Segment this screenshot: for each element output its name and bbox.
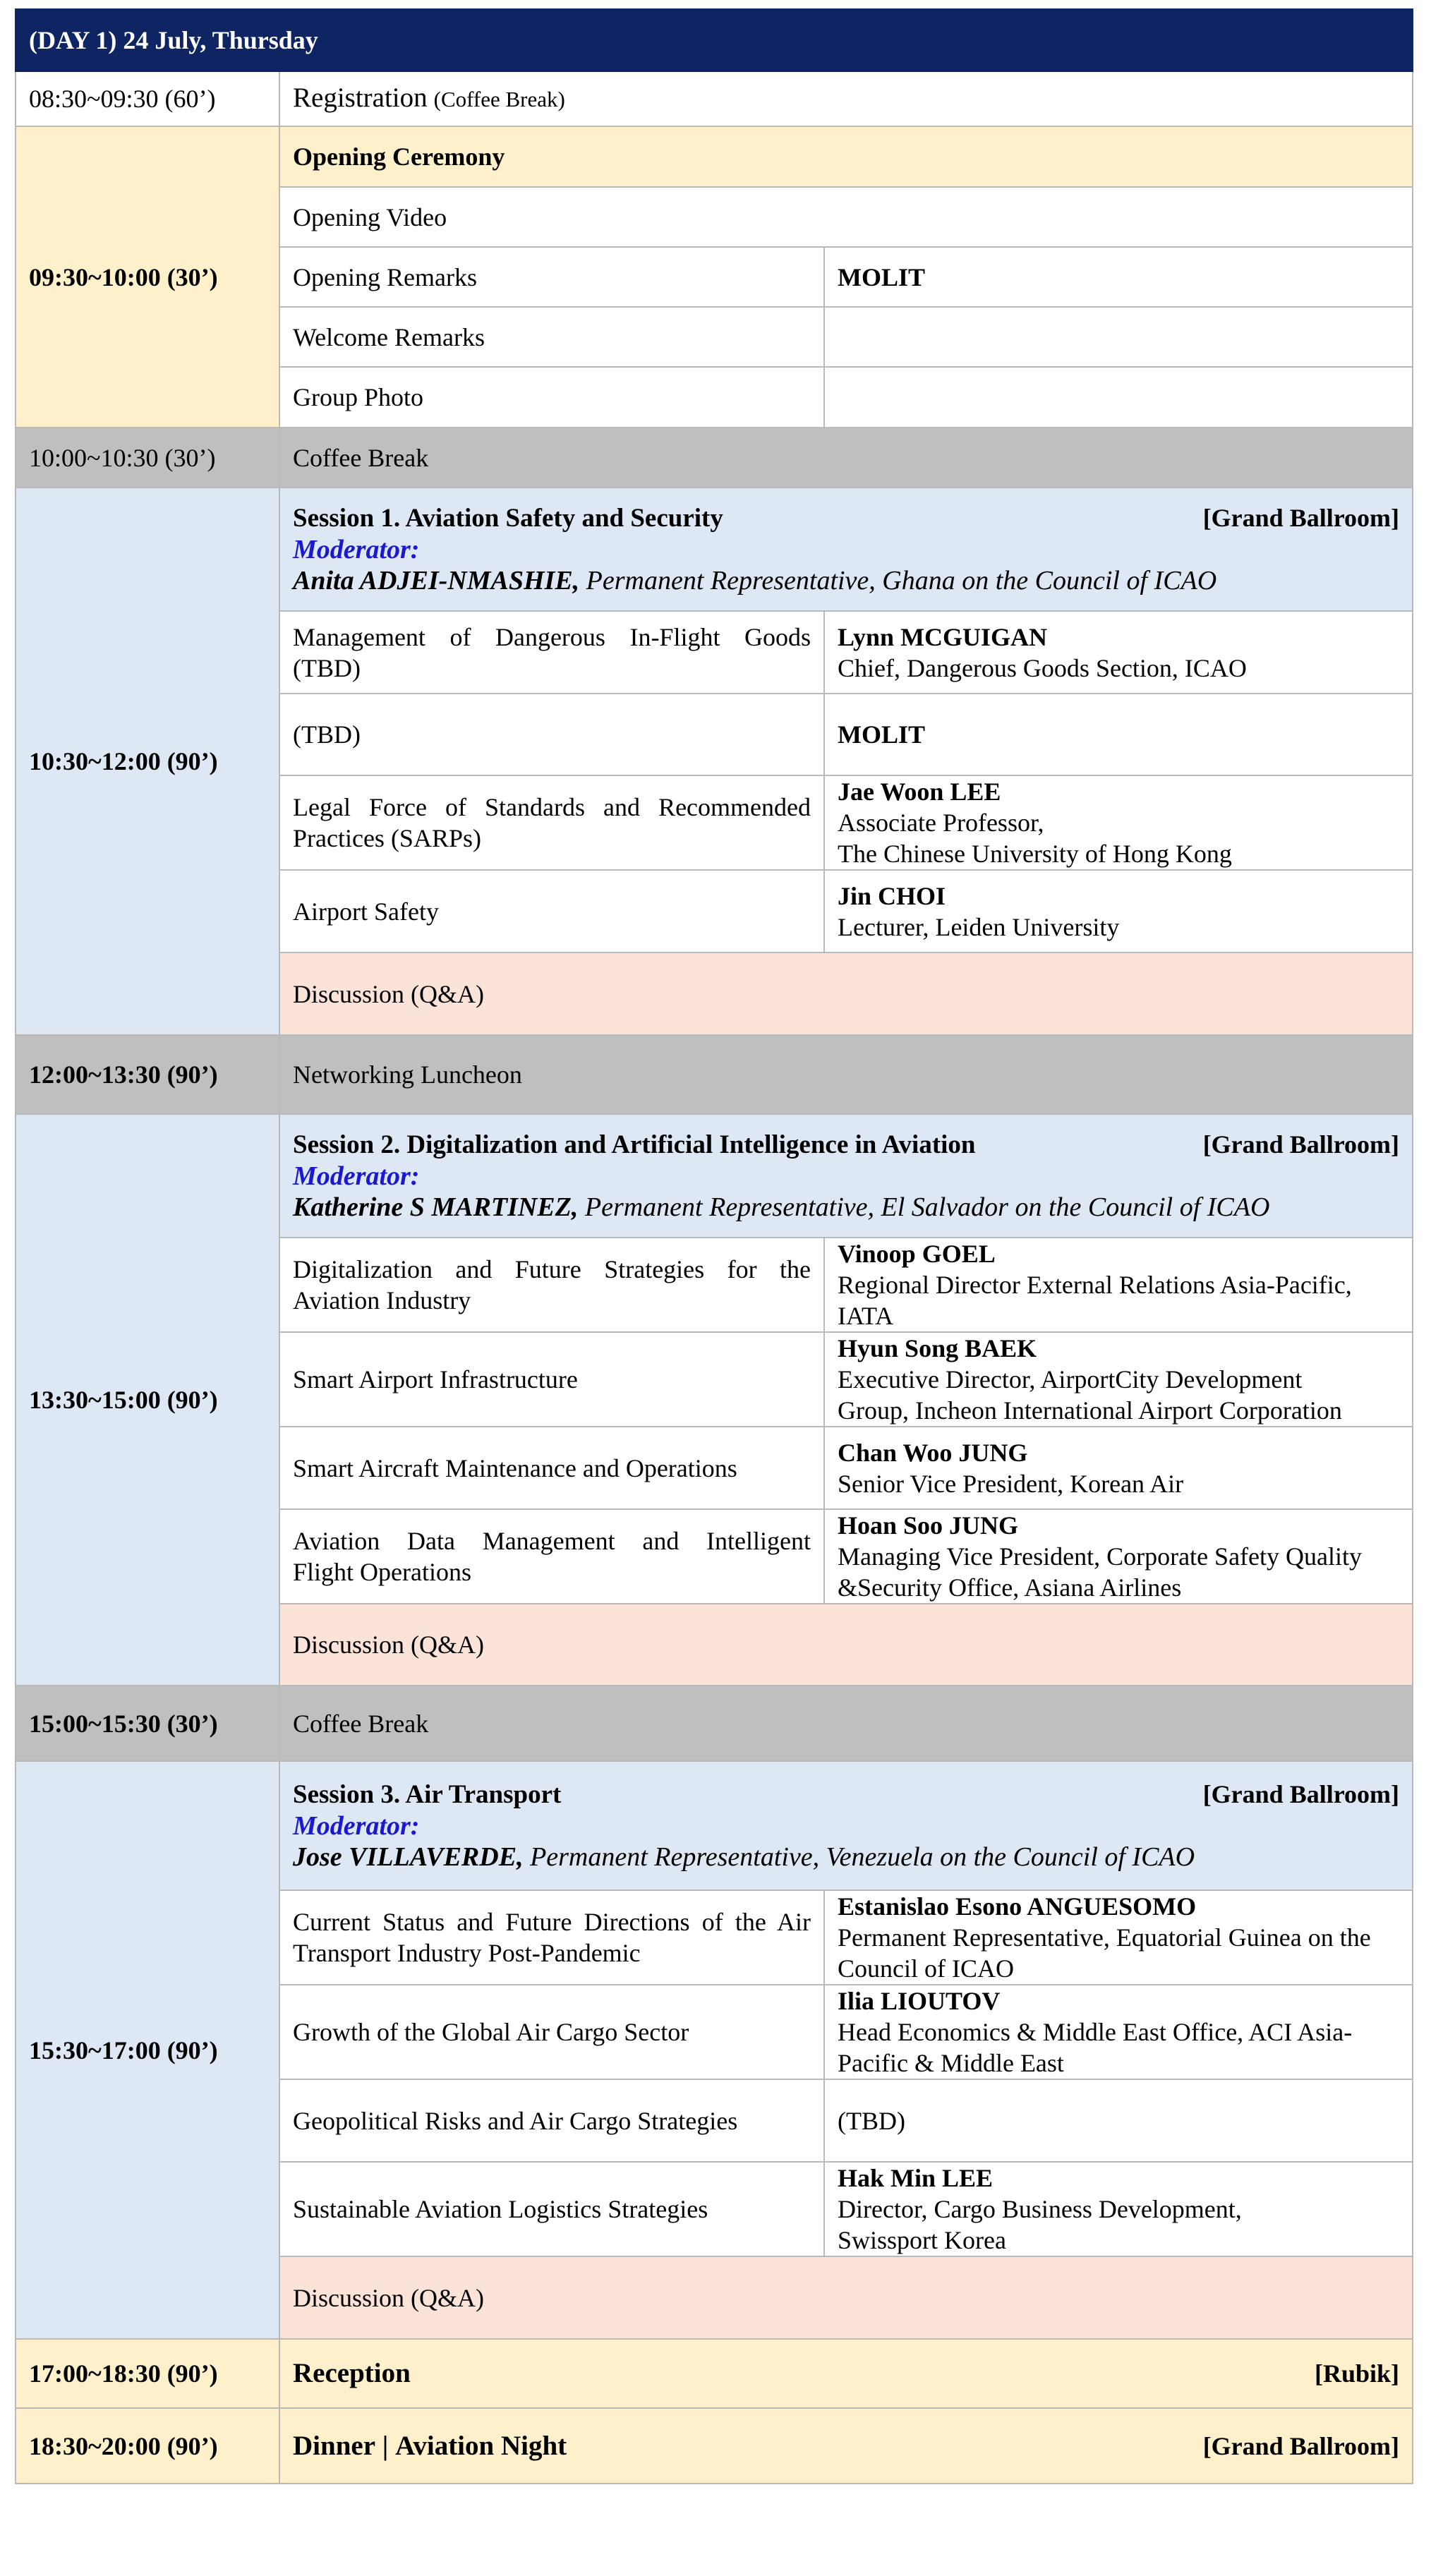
speaker-name: Jin CHOI [838, 881, 946, 910]
speaker-name: Jae Woon LEE [838, 778, 1001, 806]
moderator-name: Anita ADJEI-NMASHIE, [293, 566, 580, 595]
session3-header [279, 1761, 1413, 1890]
session1-time: 10:30~12:00 (90’) [16, 488, 279, 1035]
discussion-label: Discussion (Q&A) [279, 1604, 1413, 1686]
registration-label: Registration [293, 83, 428, 113]
talk-topic: Airport Safety [279, 870, 824, 953]
session2-room: [Grand Ballroom] [1202, 1130, 1400, 1159]
opening-item-speaker [824, 367, 1413, 428]
moderator-title: Permanent Representative, Ghana on the Council of ICAO [579, 566, 1217, 595]
session1-header [279, 488, 1413, 611]
moderator-name: Katherine S MARTINEZ, [293, 1192, 579, 1222]
reception-cell [279, 2339, 1413, 2408]
session3-title: Session 3. Air Transport [293, 1780, 562, 1809]
discussion-label: Discussion (Q&A) [279, 953, 1413, 1035]
talk-topic: Aviation Data Management and Intelligent Flight Operations [279, 1509, 824, 1604]
discussion-label: Discussion (Q&A) [279, 2256, 1413, 2339]
speaker-name: Vinoop GOEL [838, 1240, 996, 1268]
speaker-name: Hak Min LEE [838, 2164, 994, 2192]
lunch-label: Networking Luncheon [279, 1035, 1413, 1114]
session1-room: [Grand Ballroom] [1202, 504, 1400, 532]
talk-speaker [824, 611, 1413, 694]
session2-time: 13:30~15:00 (90’) [16, 1114, 279, 1686]
day-header-row [16, 9, 1413, 71]
session3-room: [Grand Ballroom] [1202, 1780, 1400, 1808]
speaker-title: Chief, Dangerous Goods Section, ICAO [838, 653, 1247, 682]
session2-header [279, 1114, 1413, 1238]
opening-title-row [16, 126, 1413, 187]
registration-time: 08:30~09:30 (60’) [16, 71, 279, 126]
lunch-row [16, 1035, 1413, 1114]
talk-speaker: Vinoop GOEL Regional Director External Relations Asia-Pacific, IATA [824, 1238, 1413, 1332]
session3-time: 15:30~17:00 (90’) [16, 1761, 279, 2339]
talk-speaker: Chan Woo JUNG Senior Vice President, Korean Air [824, 1427, 1413, 1509]
registration-cell [279, 71, 1413, 126]
schedule-table [15, 8, 1413, 2484]
talk-topic: Geopolitical Risks and Air Cargo Strategies [279, 2079, 824, 2162]
speaker-title: (TBD) [824, 2079, 1413, 2162]
registration-sub: (Coffee Break) [433, 87, 565, 111]
speaker-name: Chan Woo JUNG [838, 1438, 1028, 1467]
reception-row [16, 2339, 1413, 2408]
break-time: 10:00~10:30 (30’) [16, 428, 279, 488]
opening-item-label: Opening Remarks [279, 247, 824, 307]
talk-speaker: Ilia LIOUTOV Head Economics & Middle East Office, ACI Asia- Pacific & Middle East [824, 1985, 1413, 2079]
talk-topic: Growth of the Global Air Cargo Sector [279, 1985, 824, 2079]
dinner-row [16, 2408, 1413, 2484]
speaker-name: Hyun Song BAEK [838, 1334, 1037, 1362]
talk-topic: Legal Force of Standards and Recommended Practices (SARPs) [279, 775, 824, 870]
moderator-title: Permanent Representative, El Salvador on the Council of ICAO [578, 1192, 1270, 1222]
talk-speaker: Jin CHOI Lecturer, Leiden University [824, 870, 1413, 953]
opening-item-speaker [824, 307, 1413, 367]
reception-time: 17:00~18:30 (90’) [16, 2339, 279, 2408]
session1-title: Session 1. Aviation Safety and Security [293, 504, 723, 533]
speaker-name: Estanislao Esono ANGUESOMO [838, 1892, 1197, 1921]
talk-topic: Smart Aircraft Maintenance and Operations [279, 1427, 824, 1509]
talk-speaker: Jae Woon LEE Associate Professor, The Chinese University of Hong Kong [824, 775, 1413, 870]
reception-label: Reception [293, 2358, 411, 2388]
dinner-label: Dinner | Aviation Night [293, 2430, 567, 2461]
moderator-label: Moderator: [293, 535, 420, 564]
moderator-label: Moderator: [293, 1161, 420, 1191]
break-label: Coffee Break [279, 1686, 1413, 1761]
break-label: Coffee Break [279, 428, 1413, 488]
talk-speaker: Hak Min LEE Director, Cargo Business Development, Swissport Korea [824, 2162, 1413, 2256]
opening-time: 09:30~10:00 (30’) [16, 126, 279, 428]
opening-item-label: Opening Video [279, 187, 1413, 247]
day-header: (DAY 1) 24 July, Thursday [16, 9, 1413, 71]
talk-speaker: Hyun Song BAEK Executive Director, AirportCity Development Group, Incheon International Airport Corporation [824, 1332, 1413, 1427]
session3-header-row [16, 1761, 1413, 1890]
talk-topic: (TBD) [279, 694, 824, 775]
session2-title: Session 2. Digitalization and Artificial Intelligence in Aviation [293, 1130, 976, 1159]
talk-topic: Smart Airport Infrastructure [279, 1332, 824, 1427]
speaker-name: Ilia LIOUTOV [838, 1987, 1001, 2015]
break-row [16, 428, 1413, 488]
talk-topic: Current Status and Future Directions of the Air Transport Industry Post-Pandemic [279, 1890, 824, 1985]
break-row [16, 1686, 1413, 1761]
dinner-room: [Grand Ballroom] [1202, 2431, 1400, 2460]
dinner-cell [279, 2408, 1413, 2484]
opening-item-speaker: MOLIT [824, 247, 1413, 307]
lunch-time: 12:00~13:30 (90’) [16, 1035, 279, 1114]
reception-room: [Rubik] [1314, 2359, 1400, 2388]
speaker-name: MOLIT [824, 694, 1413, 775]
session1-header-row [16, 488, 1413, 611]
speaker-name: Lynn MCGUIGAN [838, 622, 1048, 651]
talk-topic: Digitalization and Future Strategies for the Aviation Industry [279, 1238, 824, 1332]
dinner-time: 18:30~20:00 (90’) [16, 2408, 279, 2484]
opening-item-label: Welcome Remarks [279, 307, 824, 367]
session2-header-row [16, 1114, 1413, 1238]
moderator-label: Moderator: [293, 1811, 420, 1841]
speaker-name: Hoan Soo JUNG [838, 1511, 1019, 1540]
break-time: 15:00~15:30 (30’) [16, 1686, 279, 1761]
talk-topic: Management of Dangerous In-Flight Goods (TBD) [279, 611, 824, 694]
opening-title: Opening Ceremony [279, 126, 1413, 187]
opening-item-label: Group Photo [279, 367, 824, 428]
moderator-name: Jose VILLAVERDE, [293, 1842, 524, 1872]
talk-speaker: Hoan Soo JUNG Managing Vice President, Corporate Safety Quality &Security Office, Asiana Airlines [824, 1509, 1413, 1604]
registration-row [16, 71, 1413, 126]
talk-topic: Sustainable Aviation Logistics Strategies [279, 2162, 824, 2256]
talk-speaker: Estanislao Esono ANGUESOMO Permanent Representative, Equatorial Guinea on the Council of ICAO [824, 1890, 1413, 1985]
moderator-title: Permanent Representative, Venezuela on the Council of ICAO [523, 1842, 1195, 1872]
